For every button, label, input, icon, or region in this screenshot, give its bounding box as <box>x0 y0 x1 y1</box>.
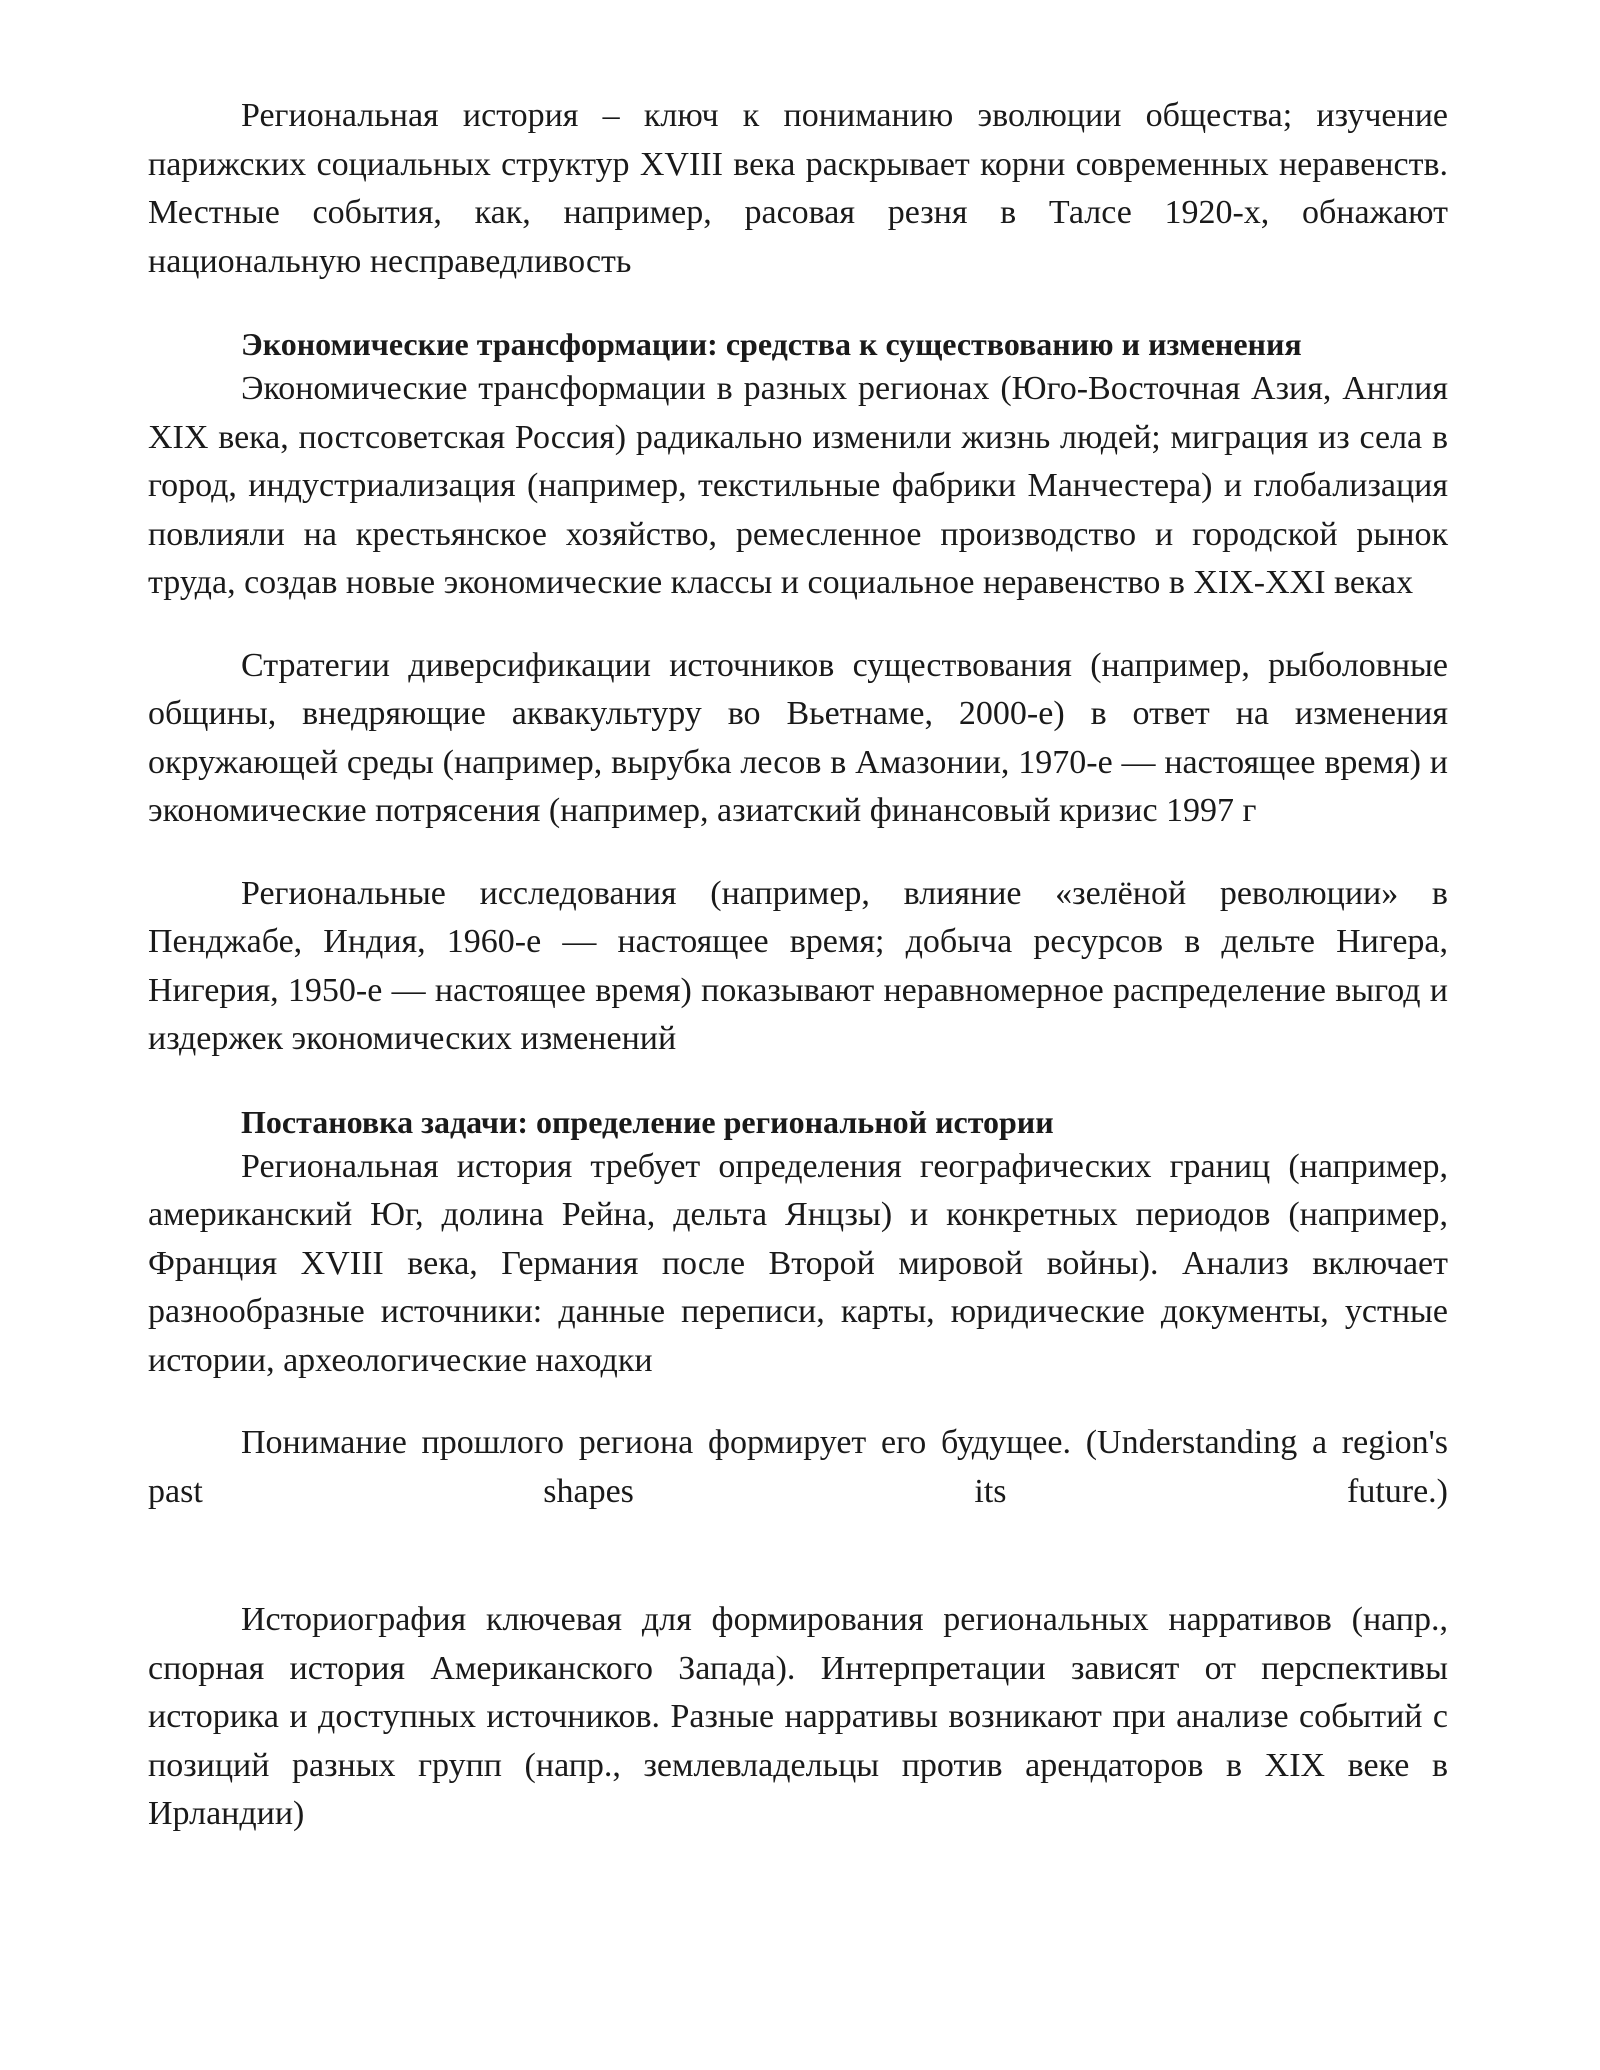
paragraph-defining-regional-history: Региональная история требует определения географических границ (например, американский Юг, долина Рейна, дельта Янцзы) и конкретных периодов (например, Франция XVIII века, Германия после Второй мировой войны). Анализ включает разнообразные источники: данные переписи, карты, юридические документы, устные истории, археологические находки <box>148 1147 1448 1379</box>
paragraph-understanding-past: Понимание прошлого региона формирует его будущее. (Understanding a region's past shapes its future.) <box>148 1424 1448 1510</box>
heading-problem-statement: Постановка задачи: определение региональной истории <box>241 1103 1054 1140</box>
paragraph-historiography: Историография ключевая для формирования региональных нарративов (напр., спорная история Американского Запада). Интерпретации зависят от перспективы историка и доступных источников. Разные нарративы возникают при анализе событий с позиций разных групп (напр., землевладельцы против арендаторов в XIX веке в Ирландии) <box>148 1601 1448 1832</box>
paragraph-regional-history-intro: Региональная история – ключ к пониманию эволюции общества; изучение парижских социальных структур XVIII века раскрывает корни современных неравенств. Местные события, как, например, расовая резня в Талсе 1920-х, обнажают национальную несправедливость <box>148 97 1448 280</box>
document-page <box>148 92 1448 1839</box>
paragraph-economic-transformations: Экономические трансформации в разных регионах (Юго-Восточная Азия, Англия XIX века, постсоветская Россия) радикально изменили жизнь людей; миграция из села в город, индустриализация (например, текстильные фабрики Манчестера) и глобализация повлияли на крестьянское хозяйство, ремесленное производство и городской рынок труда, создав новые экономические классы и социальное неравенство в XIX-XXI веках <box>148 370 1448 601</box>
paragraph-regional-studies: Региональные исследования (например, влияние «зелёной революции» в Пенджабе, Индия, 1960-е — настоящее время; добыча ресурсов в дельте Нигера, Нигерия, 1950-е — настоящее время) показывают неравномерное распределение выгод и издержек экономических изменений <box>148 874 1448 1057</box>
paragraph-diversification-strategies: Стратегии диверсификации источников существования (например, рыболовные общины, внедряющие аквакультуру во Вьетнаме, 2000-е) в ответ на изменения окружающей среды (например, вырубка лесов в Амазонии, 1970-е — настоящее время) и экономические потрясения (например, азиатский финансовый кризис 1997 г <box>148 646 1448 829</box>
heading-economic-transformations: Экономические трансформации: средства к существованию и изменения <box>241 326 1302 362</box>
